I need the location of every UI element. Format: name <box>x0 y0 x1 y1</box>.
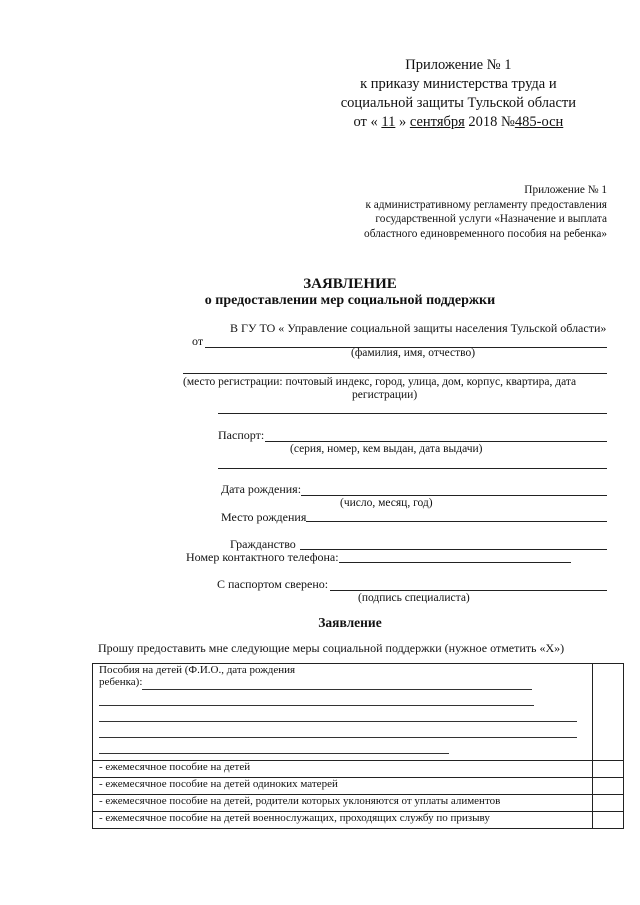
citizenship-field[interactable] <box>300 549 607 550</box>
children-field[interactable] <box>142 676 532 690</box>
birth-date-label: Дата рождения: <box>221 482 302 496</box>
table-row <box>93 778 624 795</box>
birth-place-field[interactable] <box>306 521 607 522</box>
table-row <box>93 795 624 812</box>
passport-field-2[interactable] <box>218 468 607 469</box>
passport-caption: (серия, номер, кем выдан, дата выдачи) <box>290 443 483 455</box>
table-row <box>93 664 624 761</box>
order-appendix-line2: к приказу министерства труда и <box>360 76 557 92</box>
document-title: ЗАЯВЛЕНИЕ <box>303 276 397 292</box>
passport-label: Паспорт: <box>218 428 265 442</box>
birth-date-field[interactable] <box>301 495 607 496</box>
regulation-appendix <box>364 183 607 241</box>
checkbox-children[interactable] <box>593 664 624 761</box>
birth-place-label: Место рождения <box>221 510 307 524</box>
order-day: 11 <box>381 114 396 130</box>
option-label-2: - ежемесячное пособие на детей одиноких матерей <box>93 778 593 795</box>
checkbox-conscripts[interactable] <box>593 812 624 829</box>
regulation-appendix-line4: областного единовременного пособия на ребенка» <box>364 227 607 240</box>
table-row <box>93 761 624 778</box>
document-subtitle: о предоставлении мер социальной поддержки <box>204 293 496 308</box>
children-label-2: ребенка): <box>99 676 143 688</box>
children-field-5[interactable] <box>99 740 449 754</box>
regulation-appendix-line2: к административному регламенту предоставления <box>365 198 607 211</box>
citizenship-label: Гражданство <box>230 537 296 551</box>
verified-caption: (подпись специалиста) <box>358 592 470 604</box>
option-label-1: - ежемесячное пособие на детей <box>93 761 593 778</box>
options-table <box>92 663 624 829</box>
option-label-4: - ежемесячное пособие на детей военнослужащих, проходящих службу по призыву <box>93 812 593 829</box>
children-field-2[interactable] <box>99 692 534 706</box>
address-caption-2: регистрации) <box>352 389 418 401</box>
address-field[interactable] <box>183 373 607 374</box>
verified-label: С паспортом сверено: <box>217 577 329 591</box>
specialist-signature-field[interactable] <box>330 590 607 591</box>
fio-caption: (фамилия, имя, отчество) <box>351 347 476 359</box>
order-number: 485-осн <box>514 114 564 130</box>
order-year: 2018 <box>468 114 498 130</box>
children-cell <box>93 664 593 761</box>
statement-intro: Прошу предоставить мне следующие меры социальной поддержки (нужное отметить «Х») <box>98 641 565 655</box>
checkbox-monthly-allowance[interactable] <box>593 761 624 778</box>
option-label-3: - ежемесячное пособие на детей, родители которых уклоняются от уплаты алиментов <box>93 795 593 812</box>
checkbox-alimony[interactable] <box>593 795 624 812</box>
birth-date-caption: (число, месяц, год) <box>340 497 433 509</box>
order-appendix <box>341 56 576 132</box>
order-appendix-line1: Приложение № 1 <box>405 57 512 73</box>
children-field-4[interactable] <box>99 724 577 738</box>
phone-field[interactable] <box>339 562 571 563</box>
table-row <box>93 812 624 829</box>
address-field-2[interactable] <box>218 413 607 414</box>
phone-label: Номер контактного телефона: <box>186 550 339 564</box>
recipient-line: В ГУ ТО « Управление социальной защиты населения Тульской области» <box>230 321 607 335</box>
children-label-1: Пособия на детей (Ф.И.О., дата рождения <box>99 664 296 676</box>
regulation-appendix-line3: государственной услуги «Назначение и выплата <box>375 213 607 225</box>
passport-field[interactable] <box>265 441 607 442</box>
order-month: сентября <box>409 114 465 130</box>
children-field-3[interactable] <box>99 708 577 722</box>
order-appendix-line3: социальной защиты Тульской области <box>340 95 576 111</box>
statement-title: Заявление <box>318 615 382 630</box>
from-label: от <box>192 334 204 348</box>
order-appendix-date: от « 11 » сентября 2018 №485-осн <box>353 114 564 130</box>
address-caption-1: (место регистрации: почтовый индекс, город, улица, дом, корпус, квартира, дата <box>183 376 577 388</box>
checkbox-single-mothers[interactable] <box>593 778 624 795</box>
regulation-appendix-line1: Приложение № 1 <box>524 184 607 196</box>
